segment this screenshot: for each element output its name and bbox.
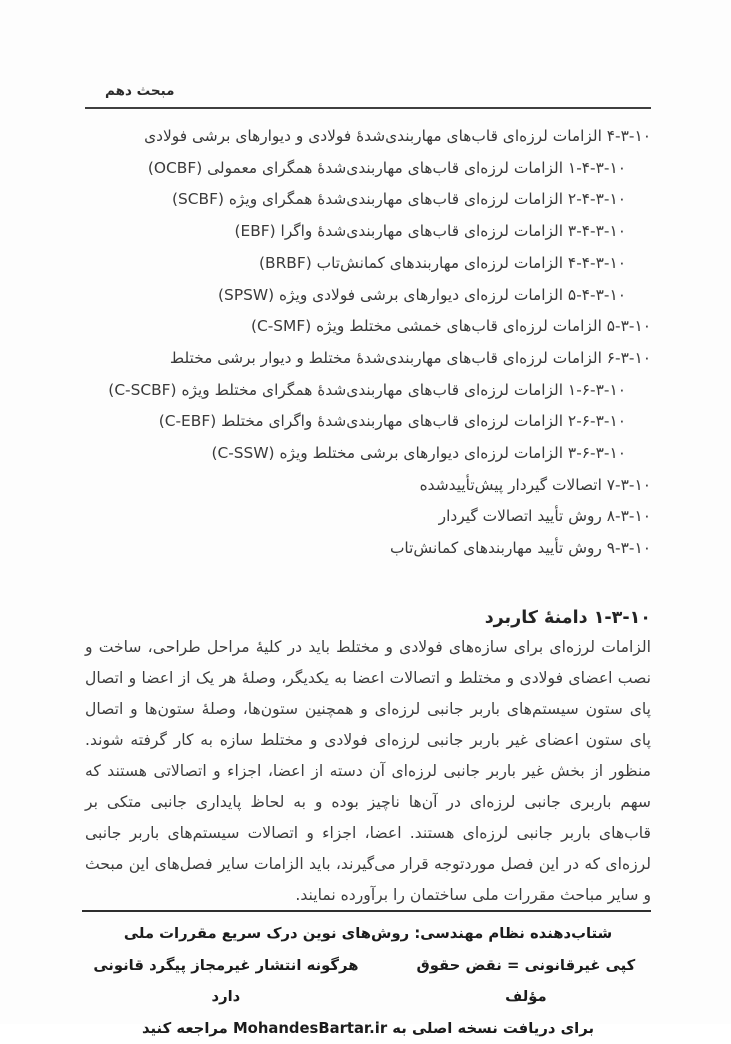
toc-item-10-3-4-1 [85, 153, 651, 185]
section-title: دامنهٔ کاربرد [485, 608, 588, 628]
toc-item-title: اتصالات گیردار پیش‌تأییدشده [420, 476, 602, 494]
toc-item-10-3-7 [85, 470, 651, 502]
toc-item-number: ۱۰‐۳‐۶‐۲ [568, 412, 626, 430]
footer-copyright-line [85, 950, 651, 1013]
toc-item-number: ۱۰‐۳‐۵ [607, 317, 651, 335]
toc-item-10-3-4-3 [85, 216, 651, 248]
toc-item-10-3-4-2 [85, 184, 651, 216]
toc-item-10-3-4 [85, 121, 651, 153]
toc-item-number: ۱۰‐۳‐۴‐۲ [568, 190, 626, 208]
toc-item-10-3-6 [85, 343, 651, 375]
toc-item-title: الزامات لرزه‌ای قاب‌های مهاربندی‌شدهٔ واگرا (EBF) [234, 222, 563, 240]
toc-item-10-3-4-4 [85, 248, 651, 280]
toc-item-number: ۱۰‐۳‐۴‐۱ [568, 159, 626, 177]
toc-item-10-3-4-5 [85, 280, 651, 312]
running-header-chapter: مبحث دهم [105, 83, 174, 99]
body-paragraph: الزامات لرزه‌ای برای سازه‌های فولادی و مختلط باید در کلیهٔ مراحل طراحی، ساخت و نصب اعضای فولادی و مختلط و اتصالات اعضا به یکدیگر، وصلهٔ هر یک از اعضا و اتصال پای ستون سیستم‌های باربر جانبی لرزه‌ای و همچنین ستون‌ها، وصلهٔ ستون‌ها و اتصال پای ستون اعضای غیر باربر جانبی لرزه‌ای فولادی و مختلط سازه به کار گرفته شوند. منظور از بخش غیر باربر جانبی لرزه‌ای آن دسته از اعضا، اجزاء و اتصالاتی هستند که سهم باربری جانبی لرزه‌ای در آن‌ها ناچیز بوده و به لحاظ پایداری جانبی متکی بر قاب‌های باربر جانبی لرزه‌ای هستند. اعضا، اجزاء و اتصالات سیستم‌های باربر جانبی لرزه‌ای که در این فصل موردتوجه قرار می‌گیرند، باید الزامات سایر فصل‌های این مبحث و سایر مباحث مقررات ملی ساختمان را برآورده نمایند. [85, 632, 651, 911]
copyright-statement: کپی غیرقانونی = نقض حقوق مؤلف [401, 950, 651, 1013]
header-divider [85, 107, 651, 109]
toc-item-number: ۱۰‐۳‐۶ [607, 349, 651, 367]
section-number: ۱۰‐۳‐۱ [594, 608, 651, 628]
legal-warning: هرگونه انتشار غیرمجاز پیگرد قانونی دارد [85, 950, 367, 1013]
footer-site-line [85, 1013, 651, 1044]
toc-item-number: ۱۰‐۳‐۴ [607, 127, 651, 145]
toc-item-title: الزامات لرزه‌ای قاب‌های مهاربندی‌شدهٔ همگرای ویژه (SCBF) [172, 190, 563, 208]
toc-item-title: الزامات لرزه‌ای قاب‌های خمشی مختلط ویژه (C-SMF) [251, 317, 602, 335]
page-footer [85, 918, 651, 1044]
toc-item-title: الزامات لرزه‌ای دیوارهای برشی مختلط ویژه (C-SSW) [211, 444, 563, 462]
toc-item-title: روش تأیید اتصالات گیردار [439, 507, 602, 525]
toc-item-title: الزامات لرزه‌ای قاب‌های مهاربندی‌شدهٔ مختلط و دیوار برشی مختلط [170, 349, 602, 367]
toc-item-title: روش تأیید مهاربندهای کمانش‌تاب [390, 539, 602, 557]
toc-item-10-3-6-1 [85, 375, 651, 407]
footer-slogan-line: شتاب‌دهنده نظام مهندسی: روش‌های نوین درک سریع مقررات ملی [85, 918, 651, 950]
site-url: MohandesBartar.ir [233, 1020, 387, 1037]
toc-item-number: ۱۰‐۳‐۸ [607, 507, 651, 525]
toc-item-title: الزامات لرزه‌ای قاب‌های مهاربندی‌شدهٔ واگرای مختلط (C-EBF) [159, 412, 563, 430]
toc-item-number: ۱۰‐۳‐۶‐۱ [568, 381, 626, 399]
toc-item-10-3-5 [85, 311, 651, 343]
toc-item-title: الزامات لرزه‌ای قاب‌های مهاربندی‌شدهٔ فولادی و دیوارهای برشی فولادی [144, 127, 602, 145]
site-line-suffix: مراجعه کنید [142, 1020, 228, 1037]
toc-item-number: ۱۰‐۳‐۴‐۴ [568, 254, 626, 272]
toc-item-number: ۱۰‐۳‐۴‐۳ [568, 222, 626, 240]
toc-item-title: الزامات لرزه‌ای مهاربندهای کمانش‌تاب (BRBF) [259, 254, 563, 272]
toc-item-10-3-9 [85, 533, 651, 565]
toc-item-number: ۱۰‐۳‐۹ [607, 539, 651, 557]
section-heading [85, 604, 651, 632]
toc-item-number: ۱۰‐۳‐۴‐۵ [568, 286, 626, 304]
toc-item-title: الزامات لرزه‌ای دیوارهای برشی فولادی ویژه (SPSW) [218, 286, 563, 304]
toc-item-number: ۱۰‐۳‐۶‐۳ [568, 444, 626, 462]
toc-item-10-3-6-3 [85, 438, 651, 470]
toc-item-number: ۱۰‐۳‐۷ [607, 476, 651, 494]
toc-item-10-3-6-2 [85, 406, 651, 438]
site-line-prefix: برای دریافت نسخه اصلی به [392, 1020, 594, 1037]
toc-item-10-3-8 [85, 501, 651, 533]
footer-divider [82, 910, 651, 912]
toc-item-title: الزامات لرزه‌ای قاب‌های مهاربندی‌شدهٔ همگرای مختلط ویژه (C-SCBF) [108, 381, 563, 399]
toc-item-title: الزامات لرزه‌ای قاب‌های مهاربندی‌شدهٔ همگرای معمولی (OCBF) [148, 159, 563, 177]
toc-list [85, 121, 651, 565]
